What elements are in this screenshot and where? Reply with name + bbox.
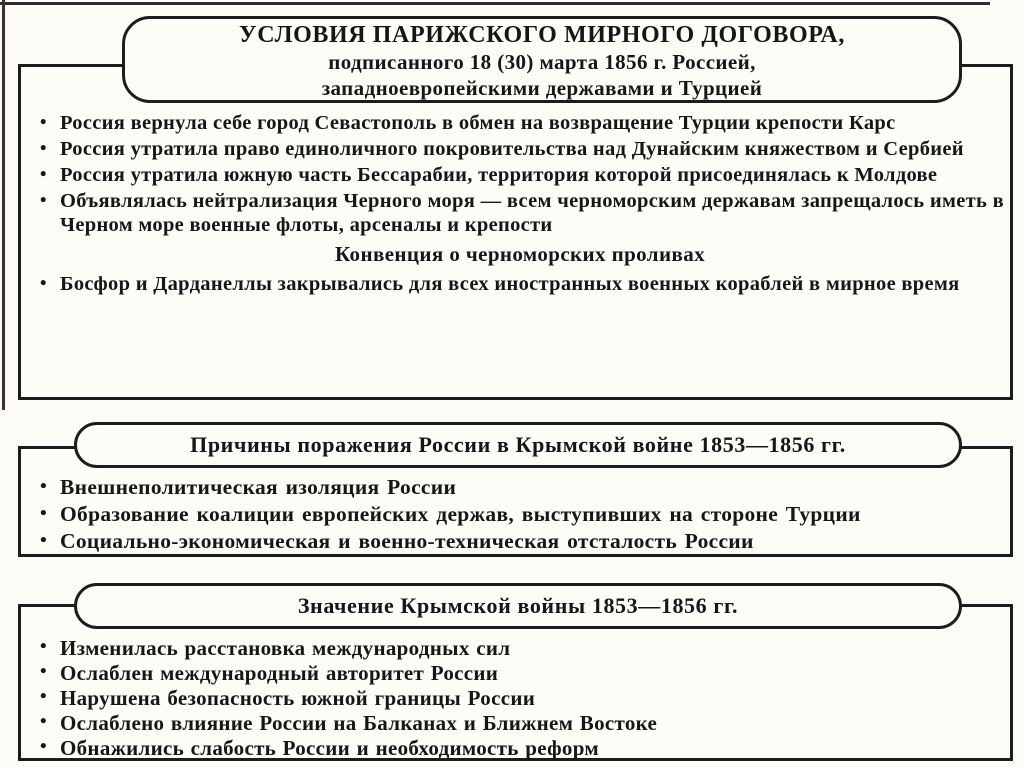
defeat-causes-title: Причины поражения России в Крымской войне 1853—1856 гг. <box>190 432 846 457</box>
war-significance-title: Значение Крымской войны 1853—1856 гг. <box>297 593 739 618</box>
defeat-causes-list <box>36 475 1004 556</box>
bullet-icon: • <box>40 112 47 132</box>
list-item <box>36 736 1004 760</box>
list-item-text: Внешнеполитическая изоляция России <box>60 475 457 499</box>
straits-convention-subheading: Конвенция о черноморских проливах <box>334 242 706 266</box>
scan-border-top-line <box>0 2 990 5</box>
treaty-terms-list <box>36 111 1004 298</box>
bullet-icon: • <box>40 530 48 551</box>
bullet-icon: • <box>40 711 47 732</box>
list-item-text: Обнажились слабость России и необходимость реформ <box>60 736 599 760</box>
bullet-icon: • <box>40 273 47 293</box>
treaty-title-line-2: подписанного 18 (30) марта 1856 г. Россией, <box>328 49 756 74</box>
list-item <box>36 661 1004 685</box>
bullet-icon: • <box>40 736 47 757</box>
list-item <box>36 475 1004 500</box>
list-item-text: Россия утратила право единоличного покровительства над Дунайским княжеством и Сербией <box>60 138 964 160</box>
list-item-text: Россия вернула себе город Севастополь в обмен на возвращение Турции крепости Карс <box>60 112 896 134</box>
list-item <box>36 189 1004 237</box>
bullet-icon: • <box>40 164 47 184</box>
list-item <box>36 711 1004 735</box>
war-significance-list <box>36 636 1004 761</box>
list-item <box>36 272 1004 296</box>
list-item <box>36 137 1004 161</box>
list-item-text: Образование коалиции европейских держав, выступивших на стороне Турции <box>60 502 861 526</box>
list-item-text: Россия утратила южную часть Бессарабии, территория которой присоединялась к Молдове <box>60 164 938 186</box>
list-item-text: Ослаблен международный авторитет России <box>60 661 499 685</box>
list-item-text: Нарушена безопасность южной границы России <box>60 686 536 710</box>
bullet-icon: • <box>40 686 47 707</box>
treaty-terms-title-banner <box>122 16 962 103</box>
bullet-icon: • <box>40 661 47 682</box>
bullet-icon: • <box>40 190 47 210</box>
bullet-icon: • <box>40 636 47 657</box>
list-item <box>36 502 1004 527</box>
defeat-causes-title-banner <box>74 422 962 468</box>
list-item-text: Объявлялась нейтрализация Черного моря — всем черноморским державам запрещалось иметь в Черном море военные флоты, арсеналы и крепости <box>60 190 1004 236</box>
list-item-text: Изменилась расстановка международных сил <box>60 636 511 660</box>
war-significance-title-banner <box>74 583 962 629</box>
treaty-title-line-3: западноевропейскими державами и Турцией <box>321 75 763 100</box>
list-item <box>36 636 1004 660</box>
list-item <box>36 686 1004 710</box>
list-item-text: Социально-экономическая и военно-техническая отсталость России <box>60 529 754 553</box>
bullet-icon: • <box>40 503 48 524</box>
list-item-text: Ослаблено влияние России на Балканах и Ближнем Востоке <box>60 711 658 735</box>
list-item <box>36 111 1004 135</box>
list-item <box>36 163 1004 187</box>
list-item-text: Босфор и Дарданеллы закрывались для всех иностранных военных кораблей в мирное время <box>60 273 960 295</box>
bullet-icon: • <box>40 138 47 158</box>
list-item <box>36 529 1004 554</box>
treaty-title-line-1: УСЛОВИЯ ПАРИЖСКОГО МИРНОГО ДОГОВОРА, <box>239 21 845 48</box>
bullet-icon: • <box>40 476 48 497</box>
scan-border-left-line <box>2 0 5 410</box>
